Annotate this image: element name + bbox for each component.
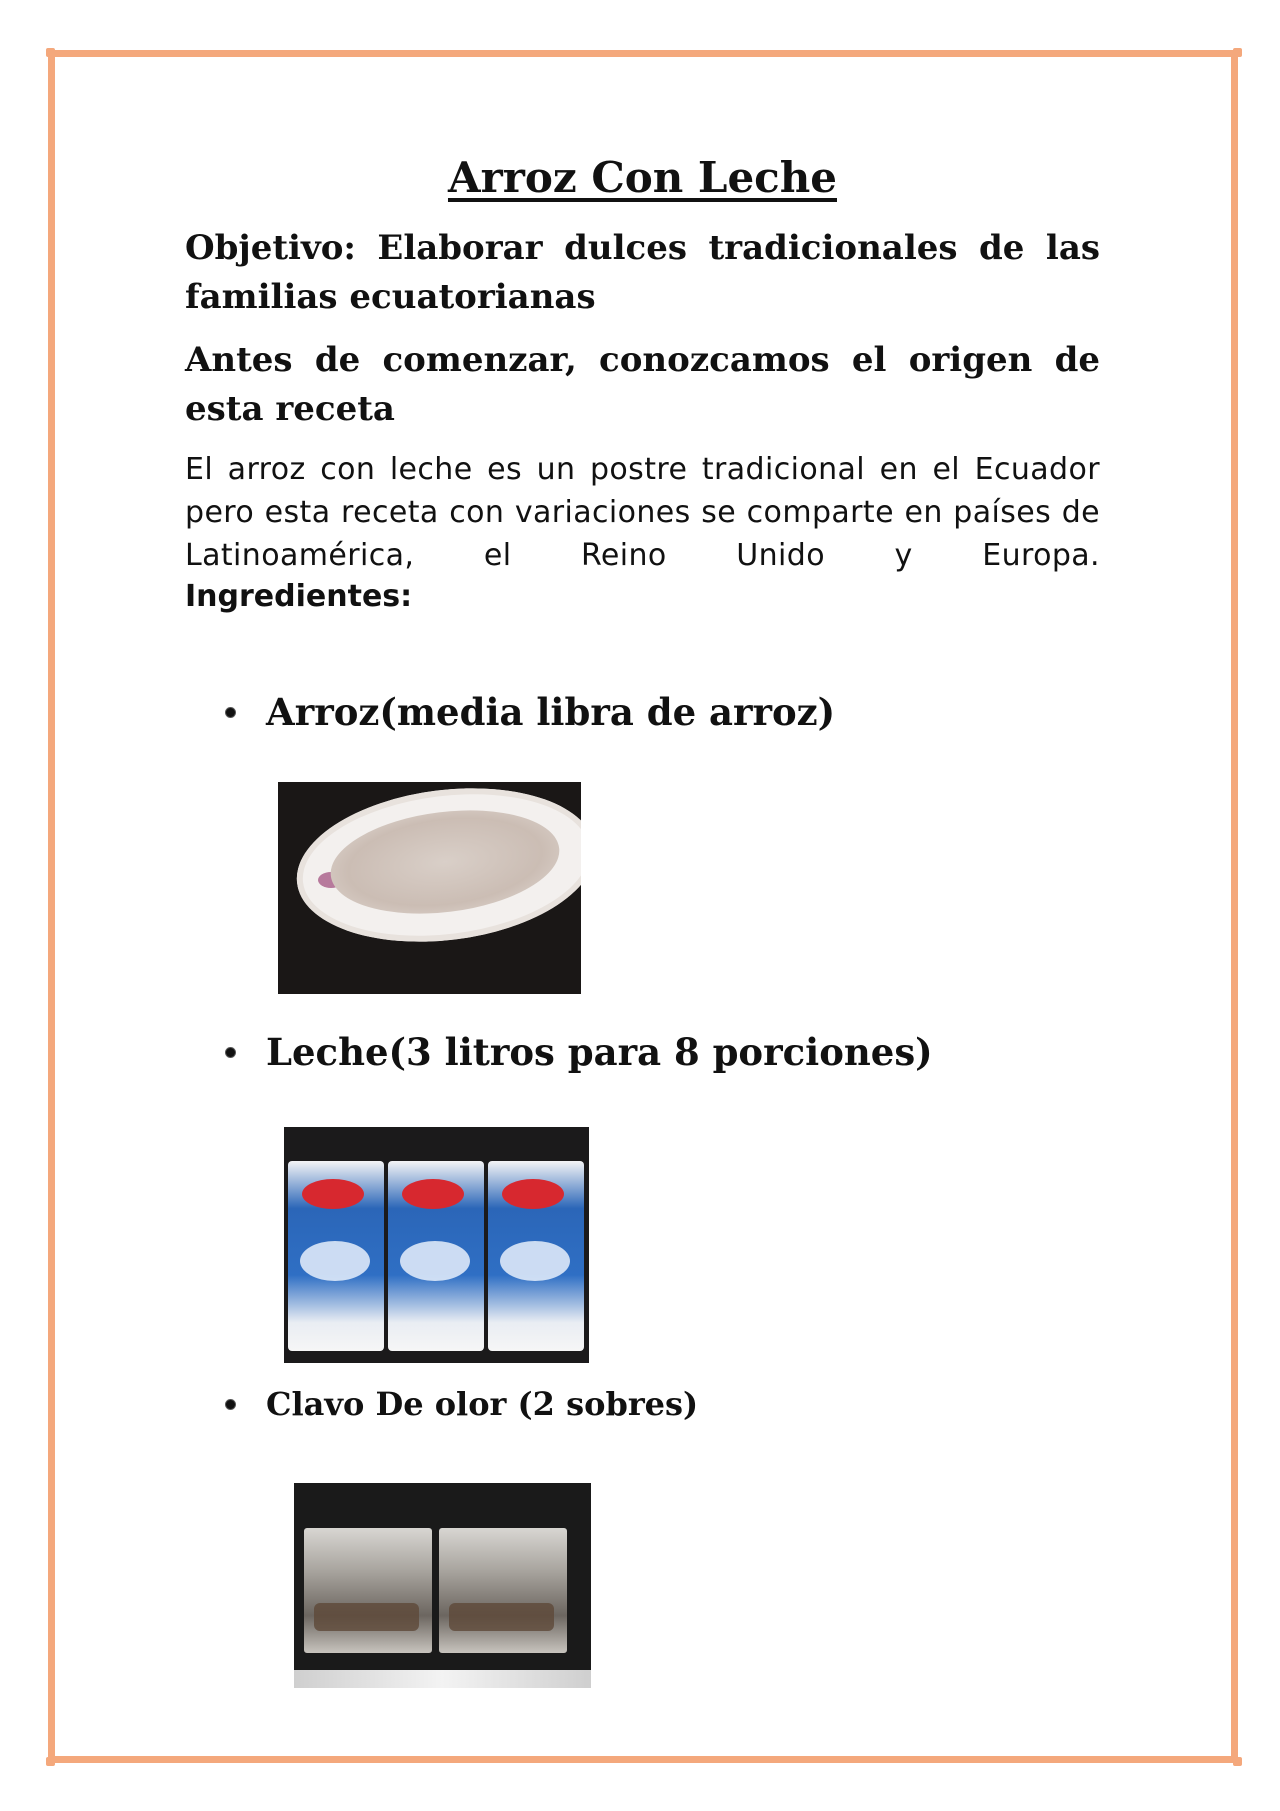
border-corner (1233, 48, 1242, 57)
rice-photo (278, 782, 581, 994)
document-body (185, 150, 1100, 617)
clove-photo (294, 1483, 591, 1688)
milk-bag (288, 1161, 384, 1351)
milk-splash-shape (400, 1241, 470, 1281)
ingredients-label: Ingredientes: (185, 579, 413, 614)
ingredient-label: Leche(3 litros para 8 porciones) (266, 1030, 933, 1074)
milk-photo (284, 1127, 589, 1363)
origin-heading: Antes de comenzar, conozcamos el origen de esta receta (185, 340, 1100, 429)
foil-strip (294, 1670, 591, 1688)
milk-splash-shape (500, 1241, 570, 1281)
objective-heading: Objetivo: Elaborar dulces tradicionales de las familias ecuatorianas (185, 228, 1100, 317)
clove-seeds-shape (314, 1603, 419, 1631)
border-corner (46, 48, 55, 57)
origin-paragraph: El arroz con leche es un postre tradicional en el Ecuador pero esta receta con variaciones se comparte en países de Latinoamérica, el Reino Unido y Europa. (185, 452, 1100, 573)
brand-logo-shape (502, 1179, 564, 1209)
brand-logo-shape (402, 1179, 464, 1209)
milk-bag (488, 1161, 584, 1351)
page-border-left (48, 50, 55, 1763)
page-title: Arroz Con Leche (447, 153, 837, 202)
bullet-icon (225, 1399, 236, 1410)
border-corner (1233, 1757, 1242, 1766)
border-corner (46, 1757, 55, 1766)
milk-splash-shape (300, 1241, 370, 1281)
ingredient-label: Arroz(media libra de arroz) (266, 690, 836, 734)
clove-packet (304, 1528, 432, 1653)
milk-bag (388, 1161, 484, 1351)
page-border-bottom (48, 1756, 1238, 1763)
clove-packet (439, 1528, 567, 1653)
bullet-icon (225, 707, 236, 718)
clove-seeds-shape (449, 1603, 554, 1631)
page-border-right (1231, 50, 1238, 1763)
ingredient-item-clove (225, 1385, 698, 1423)
page-border-top (48, 50, 1238, 57)
ingredient-label: Clavo De olor (2 sobres) (266, 1385, 699, 1423)
ingredient-item-rice (225, 690, 835, 734)
bullet-icon (225, 1047, 236, 1058)
ingredient-item-milk (225, 1030, 933, 1074)
brand-logo-shape (302, 1179, 364, 1209)
